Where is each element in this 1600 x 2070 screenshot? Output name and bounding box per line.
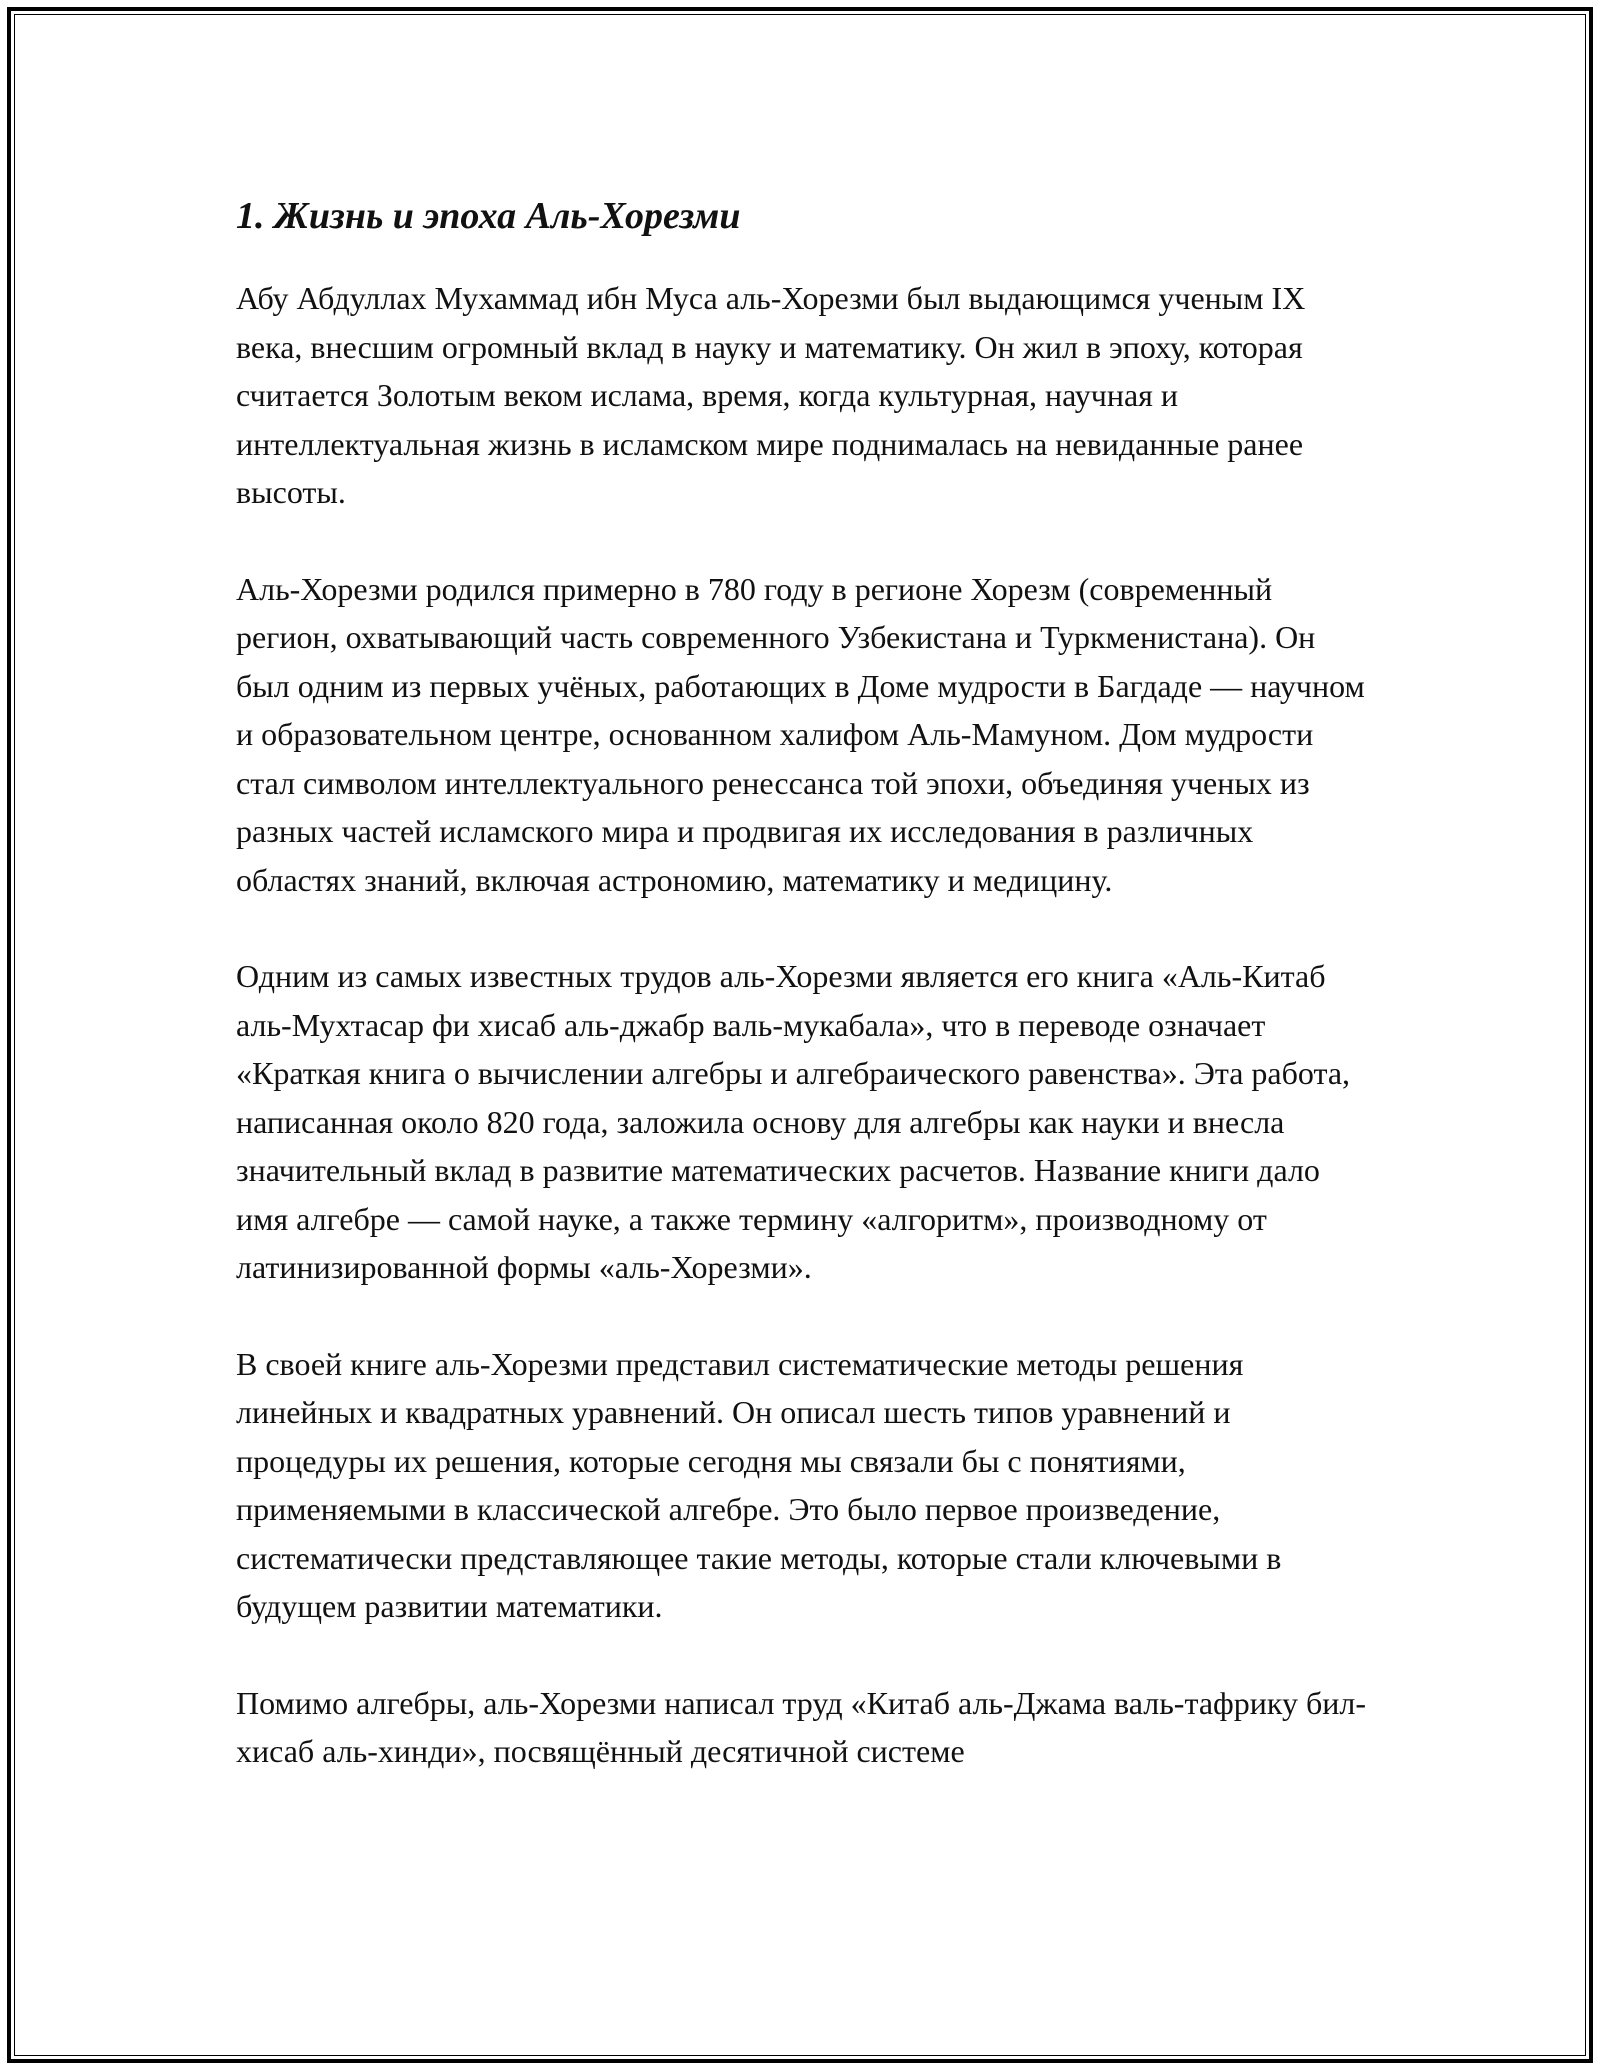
section-heading: 1. Жизнь и эпоха Аль-Хорезми [236,195,741,237]
document-page [236,188,1376,1824]
paragraph-intro: Абу Абдуллах Мухаммад ибн Муса аль-Хорезми был выдающимся ученым IX века, внесшим огромный вклад в науку и математику. Он жил в эпоху, которая считается Золотым веком ислама, время, когда культурная, научная и интеллектуальная жизнь в исламском мире поднималась на невиданные ранее высоты. [236,280,1306,510]
paragraph-birth: Аль-Хорезми родился примерно в 780 году в регионе Хорезм (современный регион, охватывающий часть современного Узбекистана и Туркменистана). Он был одним из первых учёных, работающих в Доме мудрости в Багдаде — научном и образовательном центре, основанном халифом Аль-Мамуном. Дом мудрости стал символом интеллектуального ренессанса той эпохи, объединяя ученых из разных частей исламского мира и продвигая их исследования в различных областях знаний, включая астрономию, математику и медицину. [236,570,1365,898]
paragraph-algebra-book: Одним из самых известных трудов аль-Хорезми является его книга «Аль-Китаб аль-Мухтасар фи хисаб аль-джабр валь-мукабала», что в переводе означает «Краткая книга о вычислении алгебры и алгебраического равенства». Эта работа, написанная около 820 года, заложила основу для алгебры как науки и внесла значительный вклад в развитие математических расчетов. Название книги дало имя алгебре — самой науке, а также термину «алгоритм», производному от латинизированной формы «аль-Хорезми». [236,958,1351,1285]
paragraph-decimal-system: Помимо алгебры, аль-Хорезми написал труд «Китаб аль-Джама валь-тафрику бил-хисаб аль-хинди», посвящённый десятичной системе [236,1684,1366,1769]
paragraph-methods: В своей книге аль-Хорезми представил систематические методы решения линейных и квадратных уравнений. Он описал шесть типов уравнений и процедуры их решения, которые сегодня мы связали бы с понятиями, применяемыми в классической алгебре. Это было первое произведение, систематически представляющее такие методы, которые стали ключевыми в будущем развитии математики. [236,1345,1282,1624]
